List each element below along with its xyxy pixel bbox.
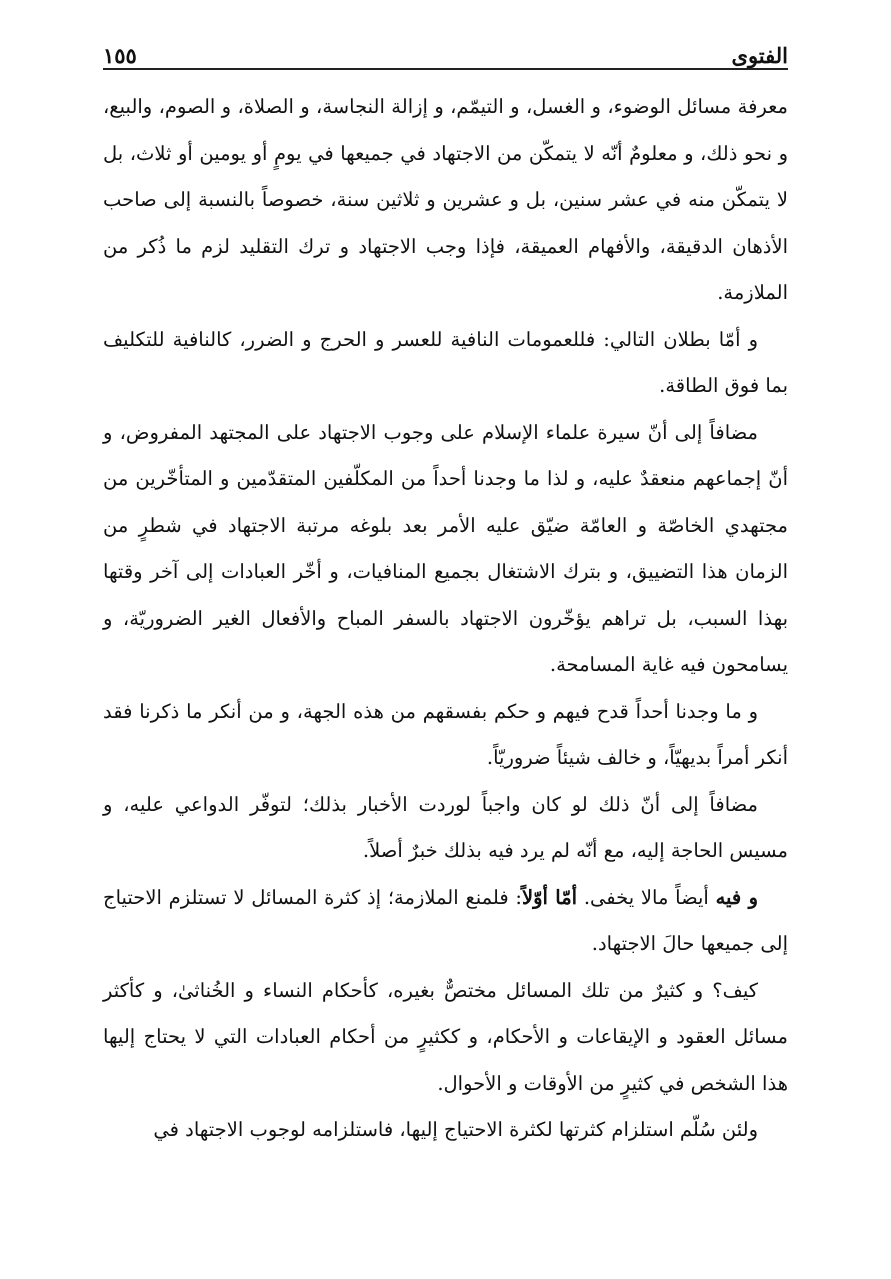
paragraph-3: مضافاً إلى أنّ سيرة علماء الإسلام على وجوب الاجتهاد على المجتهد المفروض، و أنّ إجماعهم منعقدٌ عليه، و لذا ما وجدنا أحداً من المكلّفين المتقدّمين و المتأخّرين من مجتهدي الخاصّة و العامّة ضيّق عليه الأمر بعد بلوغه مرتبة الاجتهاد في شطرٍ من الزمان هذا التضييق، و بترك الاشتغال بجميع المنافيات، و أخّر العبادات إلى آخر وقتها بهذا السبب، بل تراهم يؤخّرون الاجتهاد بالسفر المباح والأفعال الغير الضروريّة، و يسامحون فيه غاية المسامحة. bbox=[103, 420, 788, 676]
paragraph-4: و ما وجدنا أحداً قدح فيهم و حكم بفسقهم من هذه الجهة، و من أنكر ما ذكرنا فقد أنكر أمراً بديهيّاً، و خالف شيئاً ضروريّاً. bbox=[103, 699, 788, 769]
paragraph-1: معرفة مسائل الوضوء، و الغسل، و التيمّم، و إزالة النجاسة، و الصلاة، و الصوم، والبيع، و نحو ذلك، و معلومٌ أنّه لا يتمكّن من الاجتهاد في جميعها في يومٍ أو يومين أو ثلاث، بل لا يتمكّن منه في عشر سنين، بل و عشرين و ثلاثين سنة، خصوصاً بالنسبة إلى صاحب الأذهان الدقيقة، والأفهام العميقة، فإذا وجب الاجتهاد و ترك التقليد لزم ما ذُكر من الملازمة. bbox=[103, 95, 788, 304]
paragraph-8: ولئن سُلّم استلزام كثرتها لكثرة الاحتياج إليها، فاستلزامه لوجوب الاجتهاد في bbox=[153, 1118, 758, 1141]
page-number: ١٥٥ bbox=[103, 43, 137, 68]
running-header bbox=[103, 30, 788, 66]
paragraph-6-lead: و فيه bbox=[715, 885, 758, 909]
paragraph-6 bbox=[103, 875, 788, 968]
paragraph-6-text: : فلمنع الملازمة؛ إذ كثرة المسائل لا تستلزم الاحتياج إلى جميعها حالَ الاجتهاد. bbox=[103, 885, 788, 955]
paragraph-6-mid: أيضاً مالا يخفى. bbox=[577, 885, 716, 909]
body-text bbox=[103, 84, 788, 1154]
header-title: الفتوى bbox=[731, 43, 788, 68]
paragraph-5: مضافاً إلى أنّ ذلك لو كان واجباً لوردت الأخبار بذلك؛ لتوفّر الدواعي عليه، و مسيس الحاجة إليه، مع أنّه لم يرد فيه بذلك خبرٌ أصلاً. bbox=[103, 792, 788, 862]
header-divider bbox=[103, 68, 788, 70]
paragraph-7: كيف؟ و كثيرٌ من تلك المسائل مختصٌّ بغيره، كأحكام النساء و الخُناثىٰ، و كأكثر مسائل العقود و الإيقاعات و الأحكام، و ككثيرٍ من أحكام العبادات التي لا يحتاج إليها هذا الشخص في كثيرٍ من الأوقات و الأحوال. bbox=[103, 978, 788, 1095]
paragraph-2: و أمّا بطلان التالي: فللعمومات النافية للعسر و الحرج و الضرر، كالنافية للتكليف بما فوق الطاقة. bbox=[103, 327, 788, 397]
paragraph-6-first-point: أمّا أوّلاً bbox=[521, 885, 578, 909]
